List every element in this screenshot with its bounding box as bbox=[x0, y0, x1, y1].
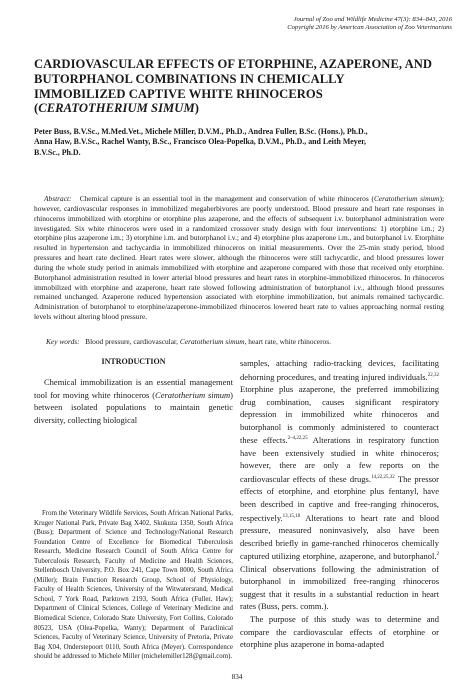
right-column bbox=[240, 352, 439, 651]
footnote-text: From the Veterinary Wildlife Services, South African National Parks, Kruger National Park, Private Bag X402, Skukuza 1350, South Africa (Buss); Department of Science and Technology/National Research Foundation Centre of Excellence for Biomedical Tuberculosis Research, Medicine Research Council of South Africa Centre for Tuberculosis Research, Faculty of Medicine and Health Sciences, Stellenbosch University, P.O. Box 241, Cape Town 8000, South Africa (Miller); Brain Function Research Group, School of Physiology, Faculty of Health Sciences, University of the Witwatersrand, Medical School, 7 York Road, Parktown 2193, South Africa (Fuller, Haw); Department of Clinical Sciences, College of Veterinary Medicine and Biomedical Science, Colorado State University, Fort Collins, Colorado 80523, USA (Olea-Popelka, Wanty); Department of Paraclinical Sciences, Faculty of Veterinary Science, University of Pretoria, Private Bag X04, Onderstepoort 0110, South Africa (Meyer). Correspondence should be addressed to Michele Miller (michelemiller128@gmail.com). bbox=[34, 510, 233, 661]
journal-citation: Journal of Zoo and Wildlife Medicine 47(3): 834–843, 2016 bbox=[293, 16, 452, 23]
introduction-paragraph-2 bbox=[240, 613, 439, 651]
title-paren-close: ) bbox=[194, 101, 199, 116]
author-list bbox=[34, 127, 448, 158]
right-text-5: Alterations to heart rate and blood pressure, measured noninvasively, also have been described briefly in game-ranched rhinoceros chemically captured utilizing etorphine, azaperone, and butorphanol. bbox=[240, 512, 439, 562]
article-title bbox=[34, 57, 444, 116]
abstract bbox=[34, 194, 444, 322]
title-paren-open: ( bbox=[34, 101, 39, 116]
citation-ref: 14,22,25,32 bbox=[370, 475, 395, 480]
abstract-text-2: ); however, cardiovascular responses in immobilized megaherbivores are poorly understood. Blood pressure and heart rate responses in rhinoceros immobilized with etorphine or etorphine plus azaperone, and the effects of subsequent i.v. butorphanol administration were investigated. Six white rhinoceros were used in a randomized crossover study design with four interventions: 1) etorphine i.m.; 2) etorphine plus azaperone i.m.; 3) etorphine i.m. and butorphanol i.v.; and 4) etorphine plus azaperone i.m., and butorphanol i.v. Etorphine resulted in hypertension and tachycardia in immobilized rhinoceros on initial measurements. Over the 25-min study period, blood pressures and heart rate declined. Heart rates were slower, although the rhinoceros were still tachycardic, and blood pressures lower during the whole study period in animals immobilized with etorphine and azaperone compared with those that received only etorphine. Butorphanol administration resulted in lower arterial blood pressures and heart rates in etorphine-immobilized rhinoceros. In rhinoceros immobilized with etorphine and azaperone, heart rate slowed following administration of butorphanol i.v., although blood pressures remained unchanged. Azaperone reduced hypertension associated with etorphine immobilization, but animals remained tachycardic. Administration of butorphanol to etorphine/azaperone-immobilized rhinoceros lowered heart rate to values approaching normal resting levels without altering blood pressure. bbox=[34, 194, 444, 322]
right-text-3: Alterations in respiratory function have been extensively studied in white rhinoceros; however, there are only a few reports on the cardiovascular effects of these drugs. bbox=[240, 435, 439, 484]
title-line-3: IMMOBILIZED CAPTIVE WHITE RHINOCEROS bbox=[34, 86, 323, 101]
abstract-text-1: Chemical capture is an essential tool in the management and conservation of white rhinoceros ( bbox=[79, 194, 374, 203]
citation-ref: 2–4,22,25 bbox=[287, 436, 308, 442]
title-line-1: CARDIOVASCULAR EFFECTS OF ETORPHINE, AZAPERONE, AND bbox=[34, 57, 433, 71]
keywords-text-2: , heart rate, white rhinoceros. bbox=[244, 337, 331, 346]
author-line-1: Peter Buss, B.V.Sc., M.Med.Vet., Michele Miller, D.V.M., Ph.D., Andrea Fuller, B.Sc. (Hons.), Ph.D., bbox=[34, 127, 368, 136]
journal-header bbox=[152, 16, 452, 33]
abstract-species: Ceratotherium simum bbox=[373, 194, 440, 203]
intro-text-2: ) between isolated populations to maintain genetic diversity, collecting biological bbox=[34, 389, 234, 425]
abstract-label: Abstract: bbox=[44, 194, 72, 203]
title-line-2: BUTORPHANOL COMBINATIONS IN CHEMICALLY bbox=[34, 71, 345, 86]
page-number: 834 bbox=[231, 673, 243, 681]
keywords-species: Ceratotherium simum bbox=[179, 337, 245, 346]
right-text-6: Clinical observations following the administration of butorphanol in immobilized free-ranging rhinoceros suggest that it results in a substantial reduction in heart rates (Buss, pers. comm.). bbox=[240, 563, 439, 612]
author-line-3: B.V.Sc., Ph.D. bbox=[34, 147, 81, 157]
citation-ref: 13,15,18 bbox=[282, 513, 301, 519]
right-text-1: samples, attaching radio-tracking devices, facilitating dehorning procedures, and treating injured individuals. bbox=[240, 358, 439, 382]
author-line-2: Anna Haw, B.V.Sc., Rachel Wanty, B.Sc., Francisco Olea-Popelka, D.V.M., Ph.D., and Leith Meyer, bbox=[34, 137, 367, 147]
affiliation-footnote bbox=[34, 509, 233, 662]
title-line-4 bbox=[34, 101, 444, 116]
keywords-label: Key words: bbox=[46, 337, 80, 346]
section-heading-introduction: INTRODUCTION bbox=[101, 357, 166, 366]
journal-copyright: Copyright 2016 by American Association of Zoo Veterinarians bbox=[287, 24, 452, 32]
right-text-2: Etorphine plus azaperone, the preferred immobilizing drug combination, causes significant respiratory depression in immobilized white rhinoceros and butorphanol is commonly administered to counteract these effects. bbox=[240, 384, 439, 446]
keywords bbox=[46, 337, 446, 347]
intro-text-1: Chemical immobilization is an essential management tool for moving white rhinoceros ( bbox=[34, 377, 233, 400]
title-species: CERATOTHERIUM SIMUM bbox=[38, 101, 195, 116]
introduction-paragraph-1 bbox=[34, 376, 233, 426]
intro-species: Ceratotherium simum bbox=[155, 389, 231, 400]
citation-ref: 2 bbox=[436, 552, 439, 558]
citation-ref: 22,32 bbox=[427, 372, 439, 378]
right-text-4: The pressor effects of etorphine, and etorphine plus fentanyl, have been described in captive and free-ranging rhinoceros, respectively. bbox=[240, 473, 439, 523]
left-column bbox=[34, 352, 233, 426]
keywords-text-1: Blood pressure, cardiovascular, bbox=[85, 337, 180, 346]
introduction-paragraph-1-continued bbox=[240, 352, 439, 613]
paragraph-2-text: The purpose of this study was to determine and compare the cardiovascular effects of etorphine or etorphine plus azaperone in boma-adapted bbox=[240, 614, 439, 650]
